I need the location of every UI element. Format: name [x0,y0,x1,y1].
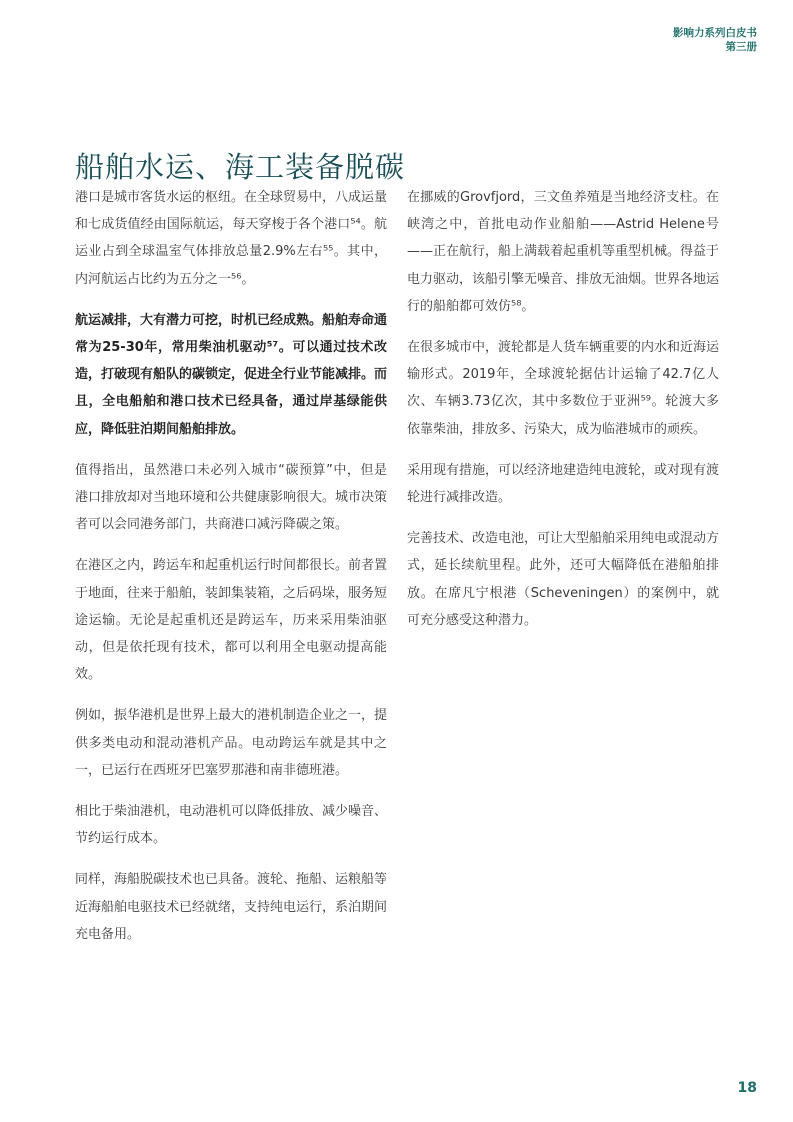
series-title: 影响力系列白皮书 [673,27,757,39]
paragraph: 同样，海船脱碳技术也已具备。渡轮、拖船、运粮船等近海船舶电驱技术已经就绪，支持纯电运行，系泊期间充电备用。 [75,872,388,942]
paragraph: 例如，振华港机是世界上最大的港机制造企业之一，提供多类电动和混动港机产品。电动跨运车就是其中之一，已运行在西班牙巴塞罗那港和南非德班港。 [75,708,388,778]
paragraph: 航运减排，大有潜力可挖，时机已经成熟。船舶寿命通常为25-30年，常用柴油机驱动⁵⁷。可以通过技术改造，打破现有船队的碳锁定，促进全行业节能减排。而且，全电船舶和港口技术已经具备，通过岸基绿能供应，降低驻泊期间船舶排放。 [75,312,388,437]
page-title: 船舶水运、海工装备脱碳 [75,150,406,185]
paragraph: 港口是城市客货水运的枢纽。在全球贸易中，八成运量和七成货值经由国际航运，每天穿梭于各个港口⁵⁴。航运业占到全球温室气体排放总量2.9%左右⁵⁵。其中，内河航运占比约为五分之一⁵⁶。 [75,190,388,287]
paragraph: 值得指出，虽然港口未必列入城市“碳预算”中，但是港口排放却对当地环境和公共健康影响很大。城市决策者可以会同港务部门，共商港口减污降碳之策。 [75,462,388,533]
paragraph: 在很多城市中，渡轮都是人货车辆重要的内水和近海运输形式。2019年，全球渡轮据估计运输了42.7亿人次、车辆3.73亿次，其中多数位于亚洲⁵⁹。轮渡大多依靠柴油，排放多、污染大，成为临港城市的顽疾。 [407,340,720,437]
paragraph: 采用现有措施，可以经济地建造纯电渡轮，或对现有渡轮进行减排改造。 [407,462,720,506]
right-column [407,184,719,648]
paragraph: 相比于柴油港机，电动港机可以降低排放、减少噪音、节约运行成本。 [75,804,388,847]
paragraph: 完善技术、改造电池，可让大型船舶采用纯电或混动方式，延长续航里程。此外，还可大幅降低在港船舶排放。在席凡宁根港（Scheveningen）的案例中，就可充分感受这种潜力。 [407,531,720,628]
volume-label: 第三册 [725,41,757,53]
paragraph: 在港区之内，跨运车和起重机运行时间都很长。前者置于地面，往来于船舶，装卸集装箱，之后码垛，服务短途运输。无论是起重机还是跨运车，历来采用柴油驱动，但是依托现有技术，都可以利用全电驱动提高能效。 [75,558,388,683]
publication-header [673,26,757,54]
left-column [75,184,387,962]
page-number: 18 [737,1080,757,1096]
paragraph: 在挪威的Grovfjord，三文鱼养殖是当地经济支柱。在峡湾之中，首批电动作业船舶——Astrid Helene号——正在航行，船上满载着起重机等重型机械。得益于电力驱动，该船引擎无噪音、排放无油烟。世界各地运行的船舶都可效仿⁵⁸。 [407,190,720,314]
